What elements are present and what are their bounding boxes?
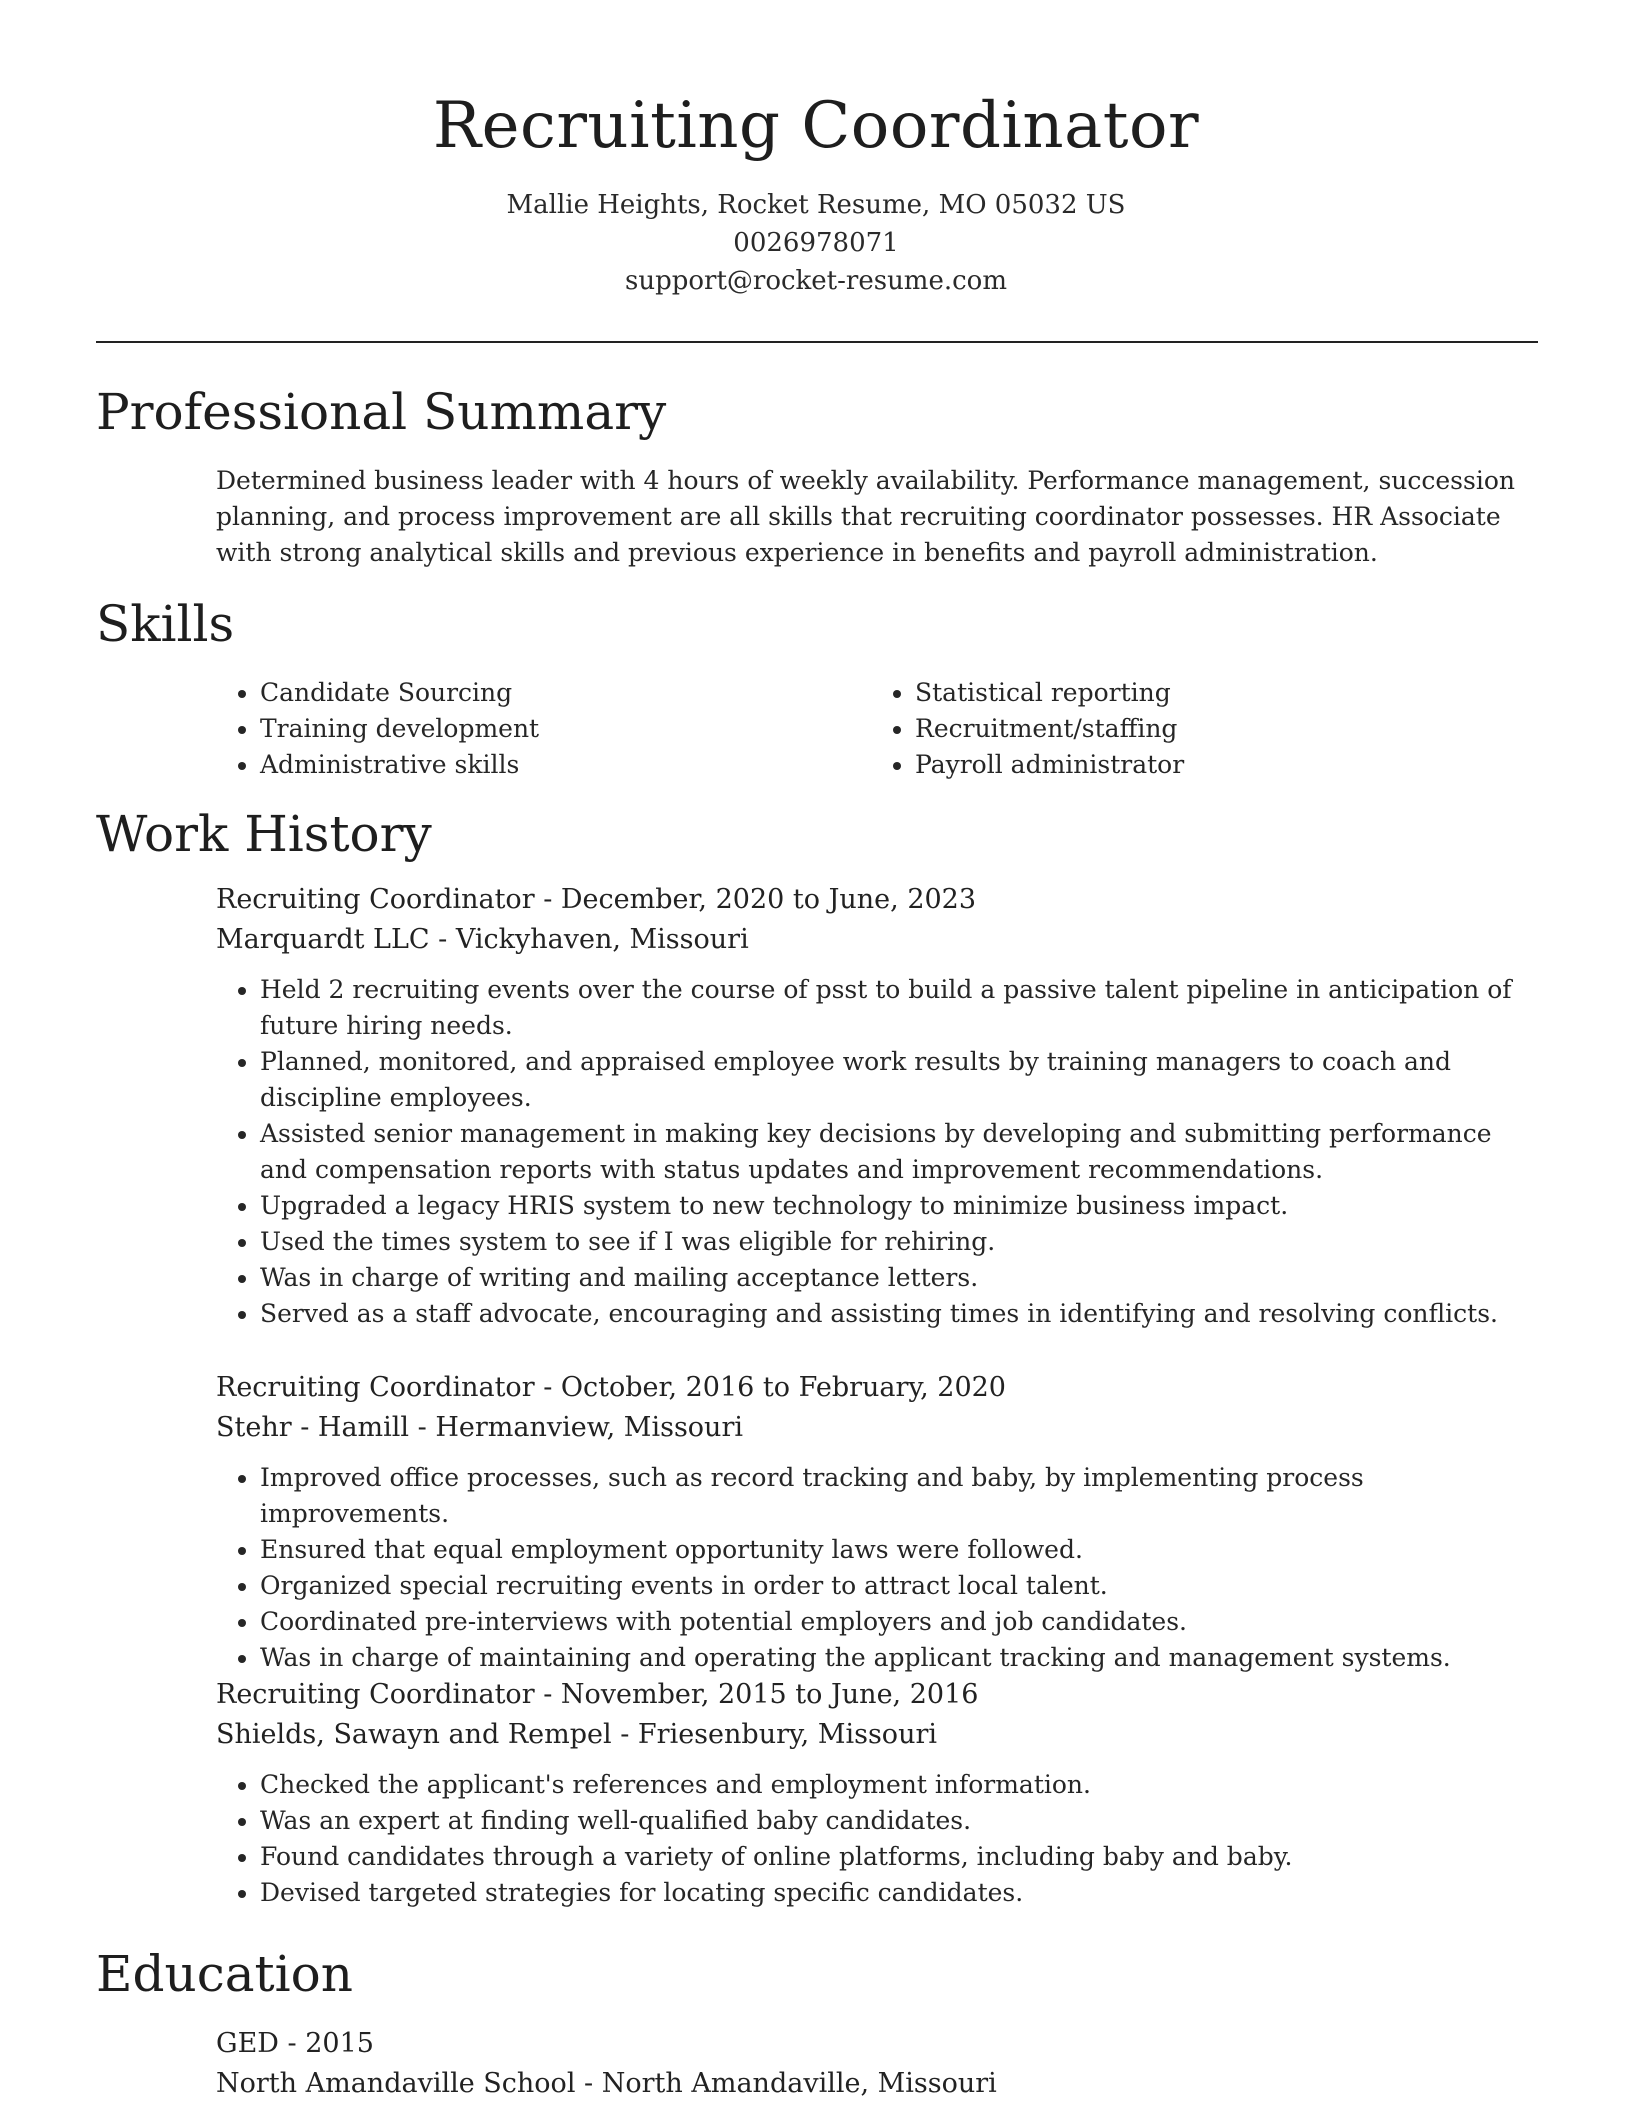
job-dates: - October, 2016 to February, 2020 — [534, 1372, 1006, 1403]
header-divider — [96, 341, 1538, 343]
job-company-line — [216, 920, 1516, 960]
education-year: - 2015 — [278, 2028, 374, 2059]
education-school: North Amandaville School — [216, 2068, 576, 2099]
job-bullet: • Served as a staff advocate, encouraging and assisting times in identifying and resolving conflicts. — [260, 1296, 1516, 1332]
job-bullet: • Planned, monitored, and appraised employee work results by training managers to coach and discipline employees. — [260, 1044, 1516, 1116]
job-bullet: • Assisted senior management in making key decisions by developing and submitting performance and compensation reports with status updates and improvement recommendations. — [260, 1116, 1516, 1188]
job-dates: - December, 2020 to June, 2023 — [534, 884, 977, 915]
job-dates: - November, 2015 to June, 2016 — [534, 1679, 979, 1710]
job-company-line — [216, 1715, 1516, 1755]
section-title-summary: Professional Summary — [96, 383, 667, 441]
job-bullets — [216, 1460, 1516, 1676]
job-bullet: • Used the times system to see if I was eligible for rehiring. — [260, 1224, 1516, 1260]
job-location: - Vickyhaven, Missouri — [429, 924, 749, 955]
section-title-skills: Skills — [96, 595, 235, 653]
job-company: Marquardt LLC — [216, 924, 430, 955]
job-bullet: • Coordinated pre-interviews with potential employers and job candidates. — [260, 1604, 1516, 1640]
skill-item: • Training development — [260, 711, 871, 747]
skill-item: • Statistical reporting — [915, 675, 1526, 711]
skills-column-left — [216, 675, 871, 783]
job-bullet: • Was in charge of writing and mailing acceptance letters. — [260, 1260, 1516, 1296]
skill-item: • Candidate Sourcing — [260, 675, 871, 711]
job-entry — [216, 1368, 1516, 1676]
job-bullets — [216, 972, 1516, 1332]
job-bullet: • Was an expert at finding well-qualified baby candidates. — [260, 1803, 1516, 1839]
education-location: - North Amandaville, Missouri — [575, 2068, 997, 2099]
section-title-work-history: Work History — [96, 805, 432, 863]
skill-item: • Administrative skills — [260, 747, 871, 783]
contact-phone: 0026978071 — [733, 228, 899, 258]
job-role: Recruiting Coordinator — [216, 884, 535, 915]
skills-column-right — [871, 675, 1526, 783]
job-bullet: • Found candidates through a variety of online platforms, including baby and baby. — [260, 1839, 1516, 1875]
contact-address: Mallie Heights, Rocket Resume, MO 05032 US — [506, 190, 1126, 220]
job-company: Stehr - Hamill — [216, 1412, 410, 1443]
education-degree: GED — [216, 2028, 279, 2059]
section-title-education: Education — [96, 1945, 353, 2003]
job-company: Shields, Sawayn and Rempel — [216, 1719, 612, 1750]
job-location: - Friesenbury, Missouri — [611, 1719, 937, 1750]
job-bullet: • Upgraded a legacy HRIS system to new technology to minimize business impact. — [260, 1188, 1516, 1224]
skills-list — [216, 675, 1526, 783]
education-degree-line — [216, 2024, 1516, 2064]
job-bullet: • Held 2 recruiting events over the course of psst to build a passive talent pipeline in anticipation of future hiring needs. — [260, 972, 1516, 1044]
job-bullets — [216, 1767, 1516, 1911]
resume-header — [0, 0, 1632, 300]
job-bullet: • Was in charge of maintaining and operating the applicant tracking and management systems. — [260, 1640, 1516, 1676]
job-bullet: • Devised targeted strategies for locating specific candidates. — [260, 1875, 1516, 1911]
job-bullet: • Improved office processes, such as record tracking and baby, by implementing process improvements. — [260, 1460, 1516, 1532]
job-title-line — [216, 1368, 1516, 1408]
job-title-line — [216, 880, 1516, 920]
job-location: - Hermanview, Missouri — [409, 1412, 743, 1443]
job-bullet: • Checked the applicant's references and employment information. — [260, 1767, 1516, 1803]
summary-text: Determined business leader with 4 hours of weekly availability. Performance management, succession planning, and process improvement are all skills that recruiting coordinator possesses. HR Associate with strong analytical skills and previous experience in benefits and payroll administration. — [216, 466, 1515, 567]
education-entry — [216, 2024, 1516, 2104]
job-bullet: • Ensured that equal employment opportunity laws were followed. — [260, 1532, 1516, 1568]
job-bullet: • Organized special recruiting events in order to attract local talent. — [260, 1568, 1516, 1604]
skill-item: • Payroll administrator — [915, 747, 1526, 783]
contact-email: support@rocket-resume.com — [624, 266, 1007, 296]
skill-item: • Recruitment/staffing — [915, 711, 1526, 747]
job-entry — [216, 1675, 1516, 1911]
job-role: Recruiting Coordinator — [216, 1372, 535, 1403]
education-school-line — [216, 2064, 1516, 2104]
resume-name: Recruiting Coordinator — [432, 89, 1200, 163]
job-title-line — [216, 1675, 1516, 1715]
job-company-line — [216, 1408, 1516, 1448]
job-role: Recruiting Coordinator — [216, 1679, 535, 1710]
job-entry — [216, 880, 1516, 1332]
